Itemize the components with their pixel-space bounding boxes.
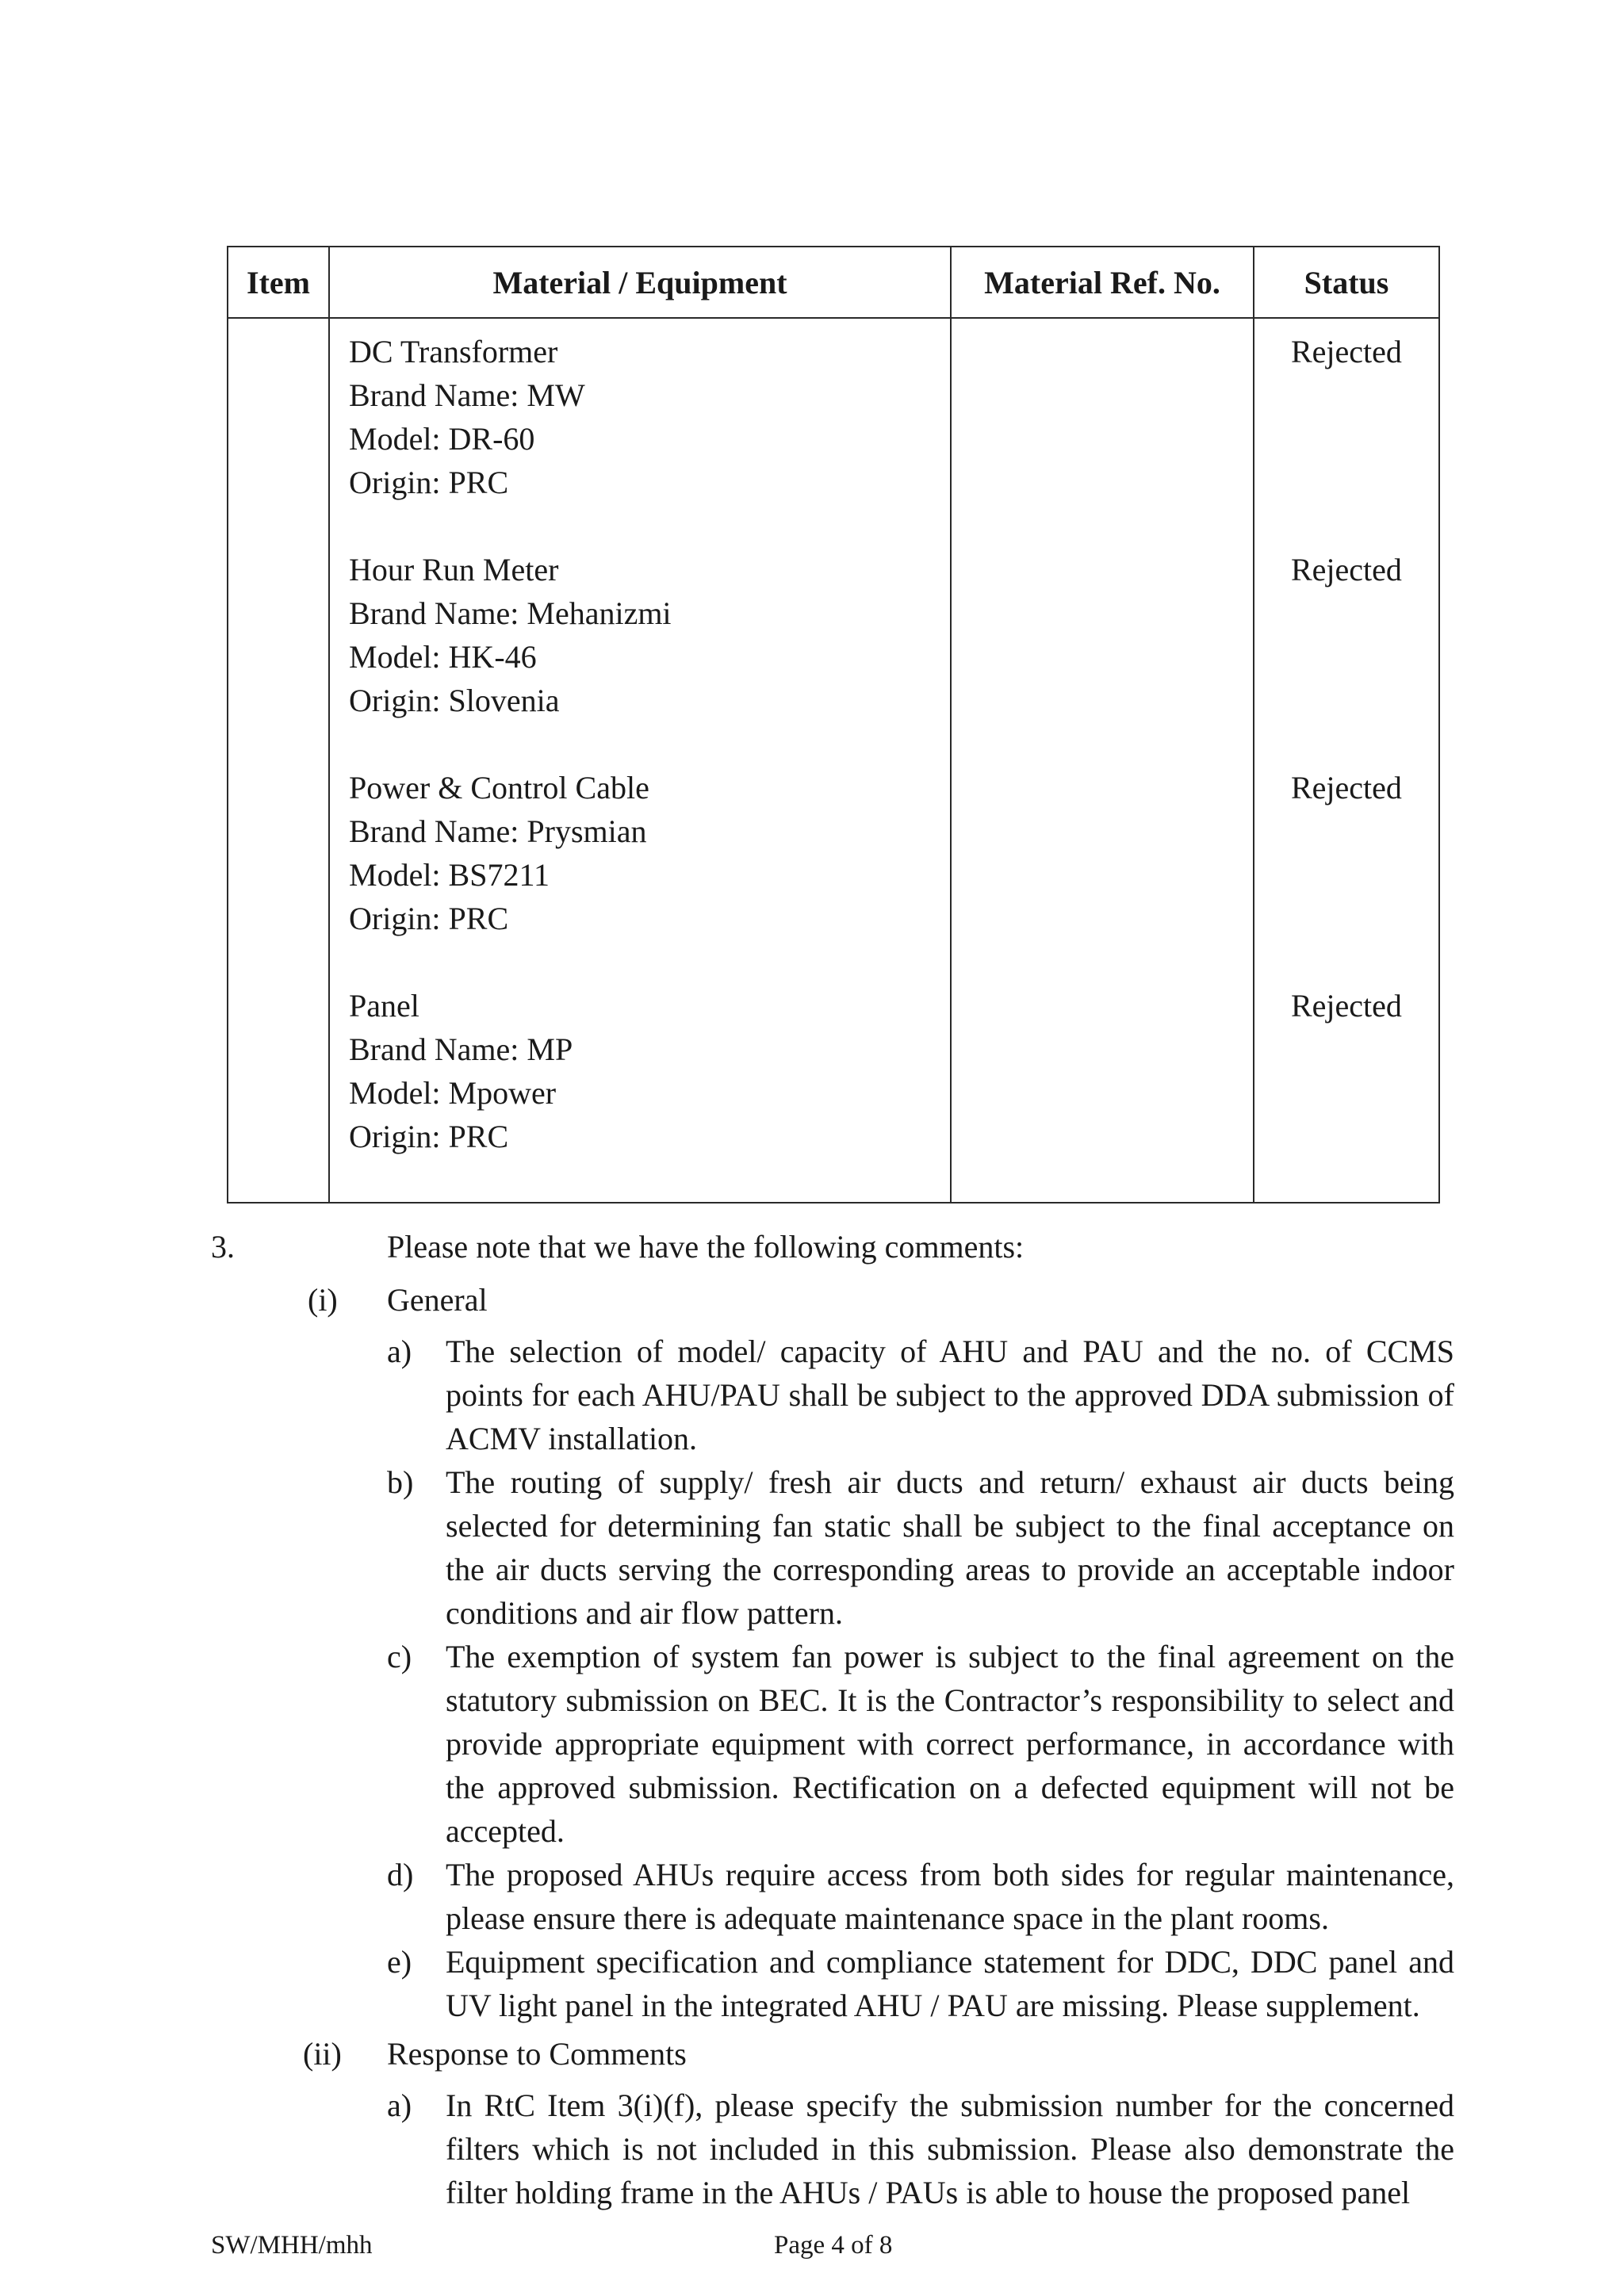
material-origin: Origin: Slovenia: [349, 683, 560, 718]
material-name: Power & Control Cable: [349, 770, 649, 806]
material-model: Model: BS7211: [349, 857, 550, 893]
item-text: The exemption of system fan power is subject to the final agreement on the statutory submission on BEC. It is the Contractor’s responsibility to select and provide appropriate equipment with correct performance, in accordance with the approved submission. Rectification on a defected equipment will not be accepted.: [446, 1639, 1454, 1849]
footer-reference: SW/MHH/mhh: [211, 2231, 373, 2260]
header-status: Status: [1254, 247, 1439, 318]
list-item: [387, 1330, 1454, 1460]
item-text: Equipment specification and compliance statement for DDC, DDC panel and UV light panel in the integrated AHU / PAU are missing. Please supplement.: [446, 1944, 1454, 2023]
subsection-heading: General: [387, 1282, 488, 1318]
material-model: Model: DR-60: [349, 421, 535, 457]
material-brand: Brand Name: MW: [349, 377, 585, 413]
material-brand: Brand Name: MP: [349, 1031, 573, 1067]
material-name: Panel: [349, 988, 419, 1024]
material-brand: Brand Name: Mehanizmi: [349, 595, 672, 631]
header-item: Item: [228, 247, 329, 318]
header-material: Material / Equipment: [329, 247, 951, 318]
item-label: c): [387, 1639, 412, 1674]
material-entry: [349, 548, 950, 766]
material-name: Hour Run Meter: [349, 552, 559, 587]
list-item: [387, 2084, 1454, 2214]
subsection-numeral: (ii): [303, 2036, 342, 2072]
item-cell: [228, 318, 329, 1203]
response-comments-list: [387, 2084, 1454, 2214]
item-label: b): [387, 1464, 414, 1500]
item-label: d): [387, 1857, 414, 1892]
status-rejected: Rejected: [1291, 988, 1402, 1024]
subsection-heading: Response to Comments: [387, 2036, 687, 2072]
status-rejected: Rejected: [1291, 770, 1402, 806]
materials-table: [227, 246, 1440, 1203]
comments-intro: Please note that we have the following comments:: [387, 1229, 1025, 1265]
material-origin: Origin: PRC: [349, 1119, 509, 1154]
status-cell: [1254, 318, 1439, 1203]
section-number: 3.: [211, 1229, 235, 1265]
item-text: The routing of supply/ fresh air ducts and return/ exhaust air ducts being selected for determining fan static shall be subject to the final acceptance on the air ducts serving the corresponding areas to provide an acceptable indoor conditions and air flow pattern.: [446, 1464, 1454, 1631]
item-label: a): [387, 1334, 412, 1369]
item-label: e): [387, 1944, 412, 1980]
status-rejected: Rejected: [1291, 334, 1402, 369]
material-ref-cell: [951, 318, 1254, 1203]
item-text: In RtC Item 3(i)(f), please specify the submission number for the concerned filters which is not included in this submission. Please also demonstrate the filter holding frame in the AHUs / PAUs is able to house the proposed panel: [446, 2087, 1454, 2210]
subsection-numeral: (i): [308, 1282, 338, 1318]
list-item: [387, 1940, 1454, 2027]
material-entry: [349, 984, 950, 1202]
list-item: [387, 1635, 1454, 1853]
item-label: a): [387, 2087, 412, 2123]
item-text: The proposed AHUs require access from both sides for regular maintenance, please ensure there is adequate maintenance space in the plant rooms.: [446, 1857, 1454, 1936]
material-brand: Brand Name: Prysmian: [349, 813, 647, 849]
footer-page-number: Page 4 of 8: [774, 2231, 893, 2260]
material-entry: [349, 766, 950, 984]
status-rejected: Rejected: [1291, 552, 1402, 587]
material-model: Model: HK-46: [349, 639, 537, 675]
item-text: The selection of model/ capacity of AHU and PAU and the no. of CCMS points for each AHU/PAU shall be subject to the approved DDA submission of ACMV installation.: [446, 1334, 1454, 1456]
material-entry: [349, 330, 950, 548]
table-header-row: [228, 247, 1439, 318]
list-item: [387, 1853, 1454, 1940]
table-row: [228, 318, 1439, 1203]
material-origin: Origin: PRC: [349, 901, 509, 936]
material-model: Model: Mpower: [349, 1075, 557, 1111]
general-comments-list: [387, 1330, 1454, 2027]
material-name: DC Transformer: [349, 334, 558, 369]
list-item: [387, 1460, 1454, 1635]
material-cell: [329, 318, 951, 1203]
material-origin: Origin: PRC: [349, 465, 509, 500]
header-ref: Material Ref. No.: [951, 247, 1254, 318]
